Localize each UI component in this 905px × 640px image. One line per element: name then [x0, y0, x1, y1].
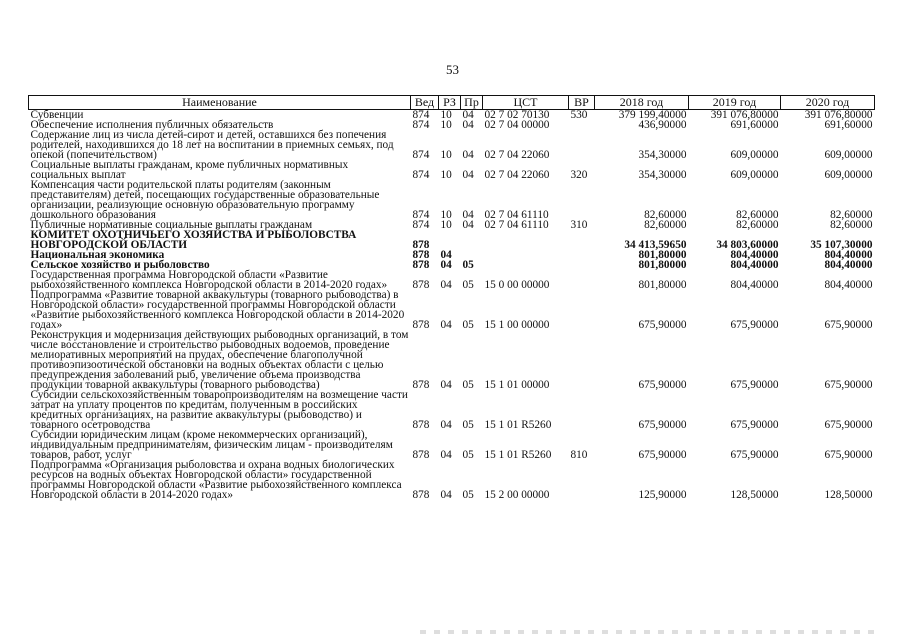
- row-cst: [483, 230, 569, 250]
- header-2020: 2020 год: [781, 96, 875, 110]
- row-name: Подпрограмма «Организация рыболовства и охрана водных биологических ресурсов на водных объектах Новгородской области» государственной программы Новгородской области «Развитие рыбохозяйственного комплекса Новгородской области в 2014-2020 годах»: [30, 459, 402, 501]
- row-vr: [569, 330, 595, 390]
- row-amount-2018: 675,90000: [638, 449, 687, 461]
- row-name: Сельское хозяйство и рыболовство: [30, 259, 210, 271]
- row-amount-2020: 804,40000: [824, 259, 873, 271]
- row-rz: 04: [440, 449, 452, 461]
- row-pr: 04: [462, 169, 474, 181]
- row-name: Компенсация части родительской платы родителям (законным представителям) детей, посещающих государственные образовательные организации, реализующие основную образовательную программу дошкольного образования: [30, 179, 380, 221]
- row-name: КОМИТЕТ ОХОТНИЧЬЕГО ХОЗЯЙСТВА И РЫБОЛОВСТВА НОВГОРОДСКОЙ ОБЛАСТИ: [30, 229, 357, 251]
- row-amount-2018: 125,90000: [638, 489, 687, 501]
- row-amount-2018: 675,90000: [638, 379, 687, 391]
- row-rz: 10: [440, 109, 452, 121]
- row-cst: 02 7 04 00000: [484, 119, 550, 131]
- row-rz: 04: [440, 249, 452, 261]
- row-amount-2019: 804,40000: [730, 259, 779, 271]
- row-name: Подпрограмма «Развитие товарной аквакультуры (товарного рыбоводства) в Новгородской области» государственной программы Новгородской области «Развитие рыбохозяйственного комплекса Новгородской области в 2014-2020 годах»: [30, 289, 405, 331]
- row-cst: 02 7 04 61110: [484, 209, 549, 221]
- row-rz: 04: [440, 489, 452, 501]
- row-name: Национальная экономика: [30, 249, 165, 261]
- row-amount-2020: 35 107,30000: [810, 239, 873, 251]
- row-amount-2019: 675,90000: [730, 449, 779, 461]
- row-pr: 05: [462, 279, 474, 291]
- row-rz: 04: [440, 259, 452, 271]
- row-vr: [569, 250, 595, 260]
- row-amount-2020: 675,90000: [824, 379, 873, 391]
- row-amount-2018: 354,30000: [638, 149, 687, 161]
- row-amount-2019: 609,00000: [730, 149, 779, 161]
- row-amount-2019: 675,90000: [730, 319, 779, 331]
- row-amount-2019: 804,40000: [730, 249, 779, 261]
- table-row: [29, 290, 875, 330]
- row-name: Субвенции: [30, 109, 84, 121]
- row-cst: 15 2 00 00000: [484, 489, 550, 501]
- row-vr: [569, 120, 595, 130]
- row-amount-2020: 82,60000: [830, 219, 873, 231]
- row-amount-2019: 128,50000: [730, 489, 779, 501]
- row-name: Содержание лиц из числа детей-сирот и детей, оставшихся без попечения родителей, находившихся до 18 лет на воспитании в приемных семьях, под опекой (попечительством): [30, 129, 394, 161]
- row-ved: 874: [412, 219, 430, 231]
- header-name: Наименование: [29, 96, 411, 110]
- row-cst: 15 1 00 00000: [484, 319, 550, 331]
- table-row: [29, 130, 875, 160]
- row-ved: 874: [412, 119, 430, 131]
- row-rz: [439, 230, 461, 250]
- row-amount-2020: 675,90000: [824, 449, 873, 461]
- row-rz: 04: [440, 279, 452, 291]
- row-rz: 10: [440, 209, 452, 221]
- row-amount-2020: 804,40000: [824, 279, 873, 291]
- row-rz: 04: [440, 379, 452, 391]
- row-pr: 04: [462, 219, 474, 231]
- row-cst: 15 1 01 R5260: [484, 419, 552, 431]
- row-vr: [569, 290, 595, 330]
- row-ved: 878: [412, 249, 430, 261]
- row-cst: 02 7 04 22060: [484, 149, 550, 161]
- row-ved: 874: [412, 109, 430, 121]
- row-amount-2018: 82,60000: [644, 219, 687, 231]
- row-amount-2020: 804,40000: [824, 249, 873, 261]
- row-ved: 878: [412, 239, 430, 251]
- row-pr: 05: [462, 319, 474, 331]
- header-pr: Пр: [461, 96, 483, 110]
- row-pr: 04: [462, 209, 474, 221]
- row-ved: 878: [412, 489, 430, 501]
- row-pr: 04: [462, 119, 474, 131]
- row-pr: 04: [462, 109, 474, 121]
- row-vr: [569, 260, 595, 270]
- row-amount-2020: 675,90000: [824, 419, 873, 431]
- row-pr: [461, 230, 483, 250]
- row-cst: 15 0 00 00000: [484, 279, 550, 291]
- row-amount-2019: 34 803,60000: [716, 239, 779, 251]
- row-amount-2018: 379 199,40000: [618, 109, 687, 121]
- table-row: [29, 180, 875, 220]
- row-amount-2018: 801,80000: [638, 249, 687, 261]
- row-vr: [569, 390, 595, 430]
- row-pr: 05: [462, 419, 474, 431]
- row-amount-2018: 34 413,59650: [624, 239, 687, 251]
- row-amount-2020: 128,50000: [824, 489, 873, 501]
- row-rz: 04: [440, 419, 452, 431]
- row-amount-2020: 82,60000: [830, 209, 873, 221]
- row-ved: 874: [412, 209, 430, 221]
- row-vr: [569, 460, 595, 500]
- row-ved: 874: [412, 149, 430, 161]
- row-amount-2019: 391 076,80000: [710, 109, 779, 121]
- row-amount-2020: 609,00000: [824, 149, 873, 161]
- row-cst: 15 1 01 R5260: [484, 449, 552, 461]
- header-vr: ВР: [569, 96, 595, 110]
- row-amount-2018: 801,80000: [638, 259, 687, 271]
- table-row: [29, 430, 875, 460]
- row-amount-2018: 354,30000: [638, 169, 687, 181]
- row-cst: [483, 260, 569, 270]
- row-vr: [569, 230, 595, 250]
- row-amount-2020: 391 076,80000: [804, 109, 873, 121]
- row-name: Реконструкция и модернизация действующих рыбоводных организаций, в том числе восстановление и строительство рыбоводных водоемов, проведение мелиоративных мероприятий на прудах, обеспечение благополучной противоэпизоотической обстановки на водных объектах области с целью предупреждения заболеваний рыб, увеличение объема производства продукции товарной аквакультуры (товарного рыбоводства): [30, 329, 409, 391]
- row-rz: 10: [440, 219, 452, 231]
- header-2018: 2018 год: [595, 96, 689, 110]
- header-row: [29, 96, 875, 110]
- row-amount-2020: 675,90000: [824, 319, 873, 331]
- row-pr: 05: [462, 259, 474, 271]
- row-amount-2019: 675,90000: [730, 379, 779, 391]
- row-name: Государственная программа Новгородской области «Развитие рыбохозяйственного комплекса Новгородской области в 2014-2020 годах»: [30, 269, 388, 291]
- row-name: Субсидии сельскохозяйственным товаропроизводителям на возмещение части затрат на уплату процентов по кредитам, полученным в российских кредитных организациях, на развитие аквакультуры (рыбоводство) и товарного осетроводства: [30, 389, 408, 431]
- row-amount-2019: 691,60000: [730, 119, 779, 131]
- row-cst: [483, 250, 569, 260]
- row-ved: 878: [412, 449, 430, 461]
- row-amount-2020: 691,60000: [824, 119, 873, 131]
- row-ved: 878: [412, 279, 430, 291]
- row-rz: 10: [440, 169, 452, 181]
- row-vr: [569, 270, 595, 290]
- row-rz: 10: [440, 119, 452, 131]
- row-ved: 878: [412, 379, 430, 391]
- table-row: [29, 270, 875, 290]
- row-ved: 874: [412, 169, 430, 181]
- row-rz: 10: [440, 149, 452, 161]
- row-vr: 530: [570, 109, 588, 121]
- row-name: Публичные нормативные социальные выплаты гражданам: [30, 219, 313, 231]
- row-amount-2018: 801,80000: [638, 279, 687, 291]
- row-name: Социальные выплаты гражданам, кроме публичных нормативных социальных выплат: [30, 159, 349, 181]
- row-pr: 05: [462, 449, 474, 461]
- row-ved: 878: [412, 259, 430, 271]
- row-vr: 810: [570, 449, 588, 461]
- row-amount-2019: 675,90000: [730, 419, 779, 431]
- table-body: [29, 110, 875, 501]
- row-ved: 878: [412, 419, 430, 431]
- table-header: [29, 96, 875, 110]
- header-ved: Вед: [411, 96, 439, 110]
- row-vr: 320: [570, 169, 588, 181]
- table-row: [29, 230, 875, 250]
- row-vr: [569, 130, 595, 160]
- row-vr: 310: [570, 219, 588, 231]
- scan-artifact: [420, 630, 880, 634]
- header-2019: 2019 год: [689, 96, 781, 110]
- row-name: Обеспечение исполнения публичных обязательств: [30, 119, 274, 131]
- row-amount-2018: 82,60000: [644, 209, 687, 221]
- row-amount-2019: 609,00000: [730, 169, 779, 181]
- table-row: [29, 330, 875, 390]
- row-cst: 02 7 04 22060: [484, 169, 550, 181]
- row-amount-2018: 675,90000: [638, 319, 687, 331]
- row-pr: 05: [462, 379, 474, 391]
- row-ved: 878: [412, 319, 430, 331]
- row-amount-2019: 804,40000: [730, 279, 779, 291]
- row-amount-2020: 609,00000: [824, 169, 873, 181]
- row-amount-2019: 82,60000: [736, 219, 779, 231]
- row-name: Субсидии юридическим лицам (кроме некоммерческих организаций), индивидуальным предпринимателям, физическим лицам - производителям товаров, работ, услуг: [30, 429, 393, 461]
- table-row: [29, 460, 875, 500]
- row-amount-2019: 82,60000: [736, 209, 779, 221]
- row-cst: 02 7 04 61110: [484, 219, 549, 231]
- row-vr: [569, 180, 595, 220]
- page-number: 53: [446, 62, 459, 77]
- table-row: [29, 390, 875, 430]
- row-amount-2018: 436,90000: [638, 119, 687, 131]
- header-rz: РЗ: [439, 96, 461, 110]
- row-cst: 02 7 02 70130: [484, 109, 550, 121]
- table-row: [29, 160, 875, 180]
- row-rz: 04: [440, 319, 452, 331]
- row-cst: 15 1 01 00000: [484, 379, 550, 391]
- header-cst: ЦСТ: [483, 96, 569, 110]
- row-pr: 04: [462, 149, 474, 161]
- budget-table: [28, 95, 875, 500]
- row-pr: 05: [462, 489, 474, 501]
- row-amount-2018: 675,90000: [638, 419, 687, 431]
